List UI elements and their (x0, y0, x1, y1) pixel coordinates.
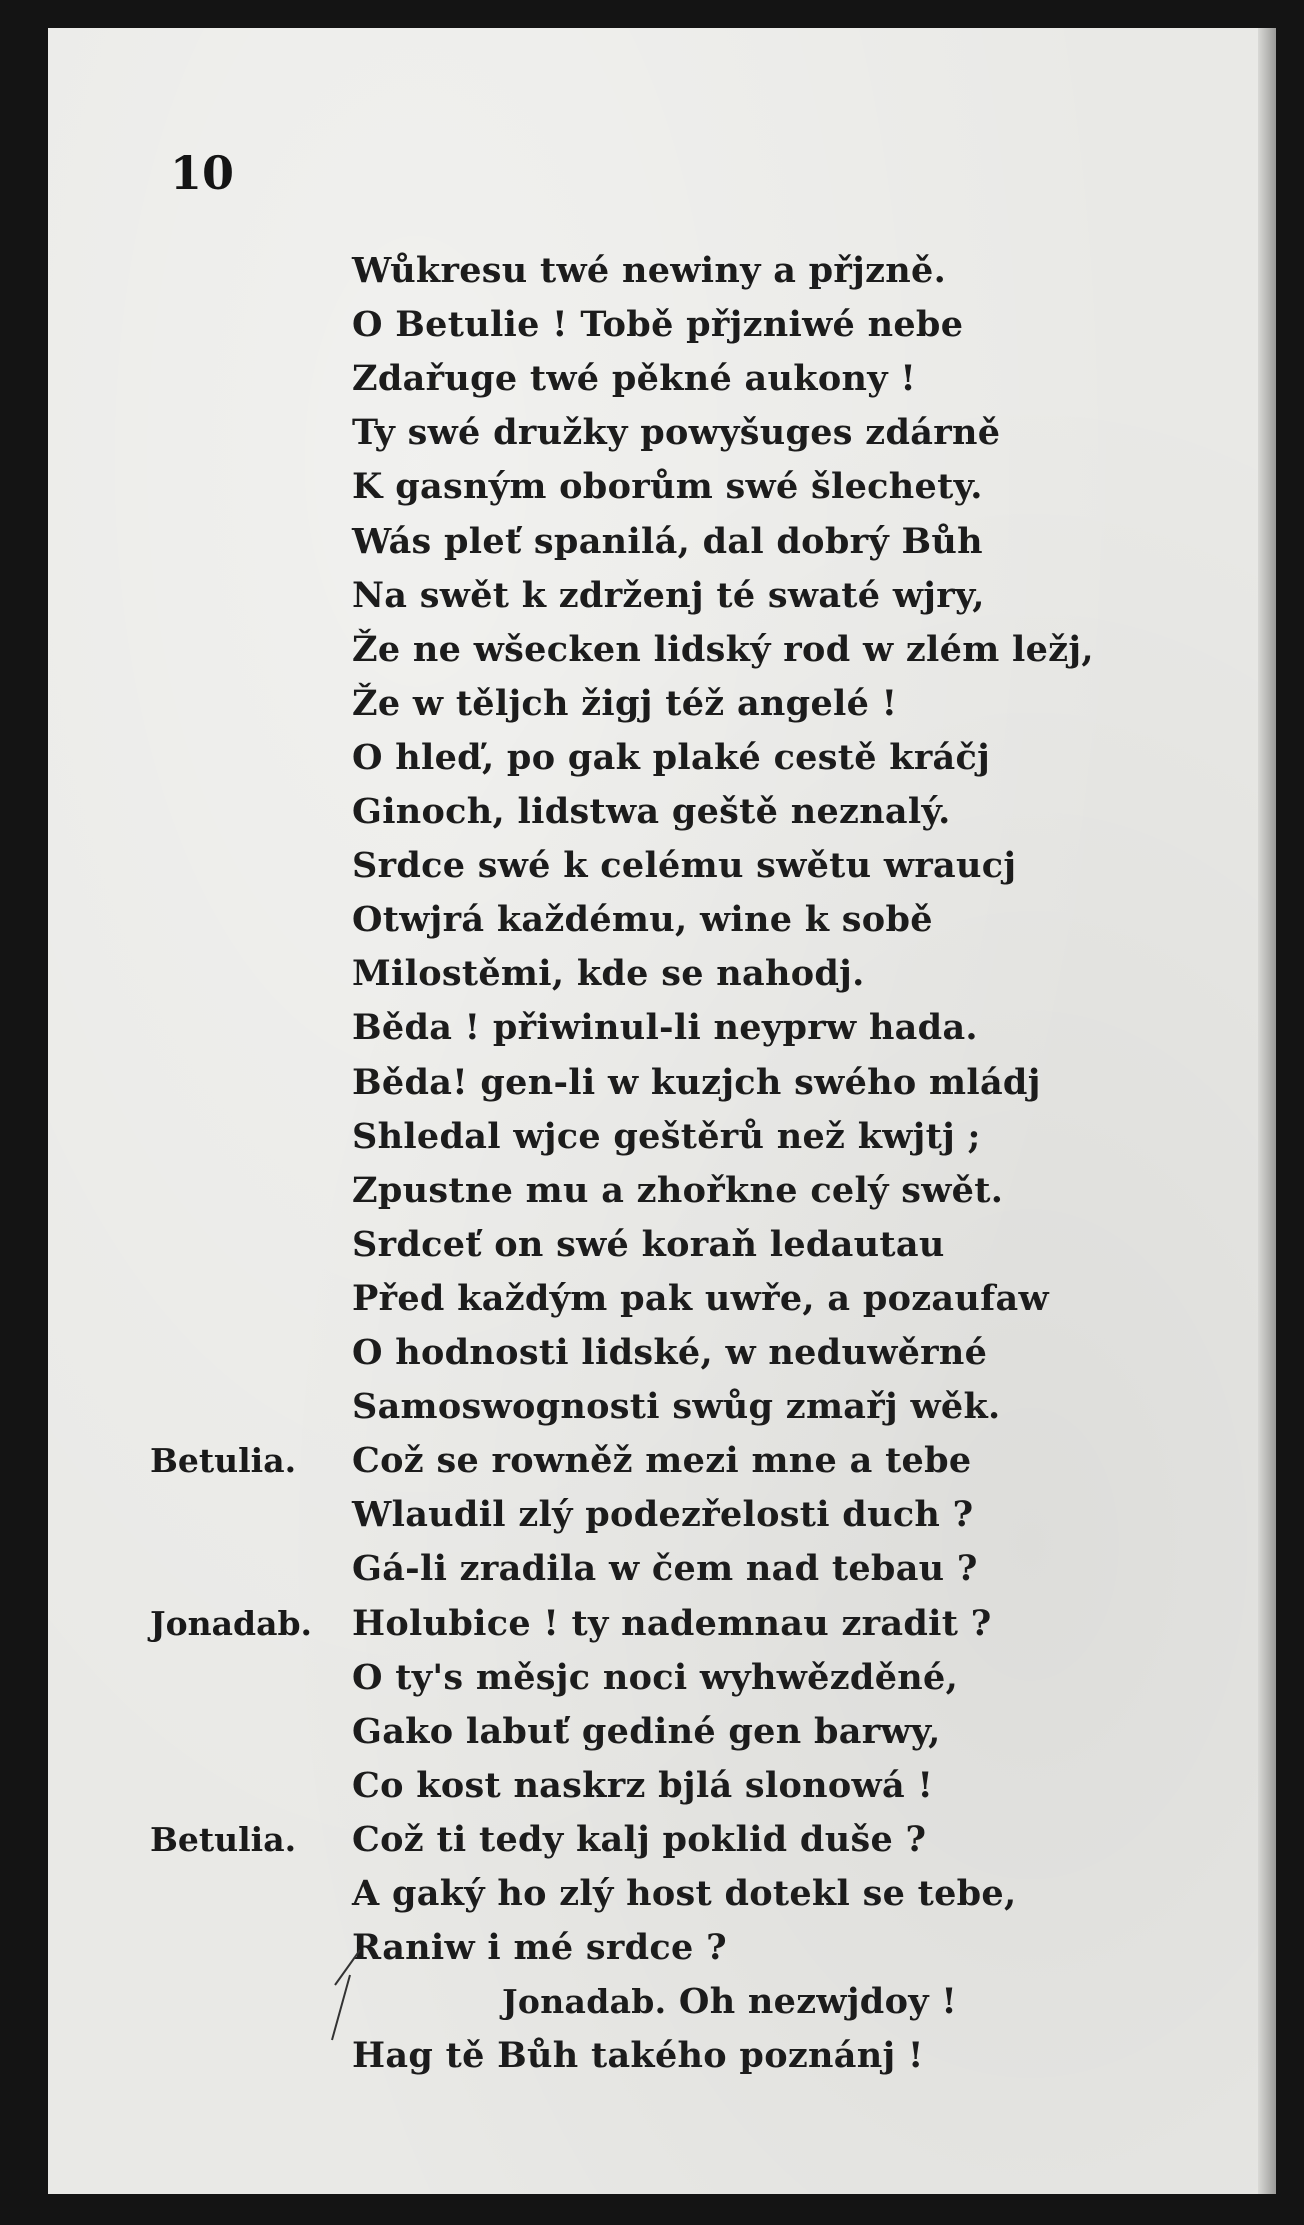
verse-line: Což ti tedy kalj poklid duše ? (352, 1819, 927, 1860)
verse-line: O Betulie ! Tobě přjzniwé nebe (352, 304, 964, 345)
verse-line: Na swět k zdrženj té swaté wjry, (352, 575, 985, 616)
page-edge (1258, 28, 1276, 2194)
verse-line: Wůkresu twé newiny a přjzně. (352, 250, 947, 291)
verse-line: Wlaudil zlý podezřelosti duch ? (352, 1494, 974, 1535)
page-number: 10 (170, 146, 235, 200)
verse-line: Zdařuge twé pěkné aukony ! (352, 358, 917, 399)
speaker-name: Betulia. (150, 1820, 297, 1859)
verse-line: Srdceť on swé koraň ledautau (352, 1224, 945, 1265)
verse-line: Shledal wjce geštěrů než kwjtj ; (352, 1116, 981, 1157)
verse-line: O ty's měsjc noci wyhwězděné, (352, 1657, 959, 1698)
verse-line: Otwjrá každému, wine k sobě (352, 899, 933, 940)
verse-line: Což se rowněž mezi mne a tebe (352, 1440, 972, 1481)
verse-line: Běda! gen-li w kuzjch swého mládj (352, 1062, 1041, 1103)
verse-line: Milostěmi, kde se nahodj. (352, 953, 865, 994)
verse-line: Co kost naskrz bjlá slonowá ! (352, 1765, 934, 1806)
verse-line: Samoswognosti swůg zmařj wěk. (352, 1386, 1001, 1427)
speaker-name: Betulia. (150, 1441, 297, 1480)
verse-line: Zpustne mu a zhořkne celý swět. (352, 1170, 1004, 1211)
verse-line: Srdce swé k celému swětu wraucj (352, 845, 1017, 886)
verse-line: Raniw i mé srdce ? (352, 1927, 727, 1968)
speaker-name: Jonadab. (502, 1982, 667, 2021)
verse-line (502, 1981, 957, 2022)
verse-line: Že w těljch žigj též angelé ! (352, 683, 898, 724)
speaker-name: Jonadab. (150, 1604, 313, 1643)
pencil-mark-icon (320, 1945, 380, 2045)
verse-line: Ty swé družky powyšuges zdárně (352, 412, 1001, 453)
verse-line: O hleď, po gak plaké cestě kráčj (352, 737, 991, 778)
verse-line: Ginoch, lidstwa geště neznalý. (352, 791, 951, 832)
verse-line: Holubice ! ty nademnau zradit ? (352, 1603, 992, 1644)
verse-line: Běda ! přiwinul-li neyprw hada. (352, 1007, 978, 1048)
verse-line: A gaký ho zlý host dotekl se tebe, (352, 1873, 1017, 1914)
verse-line: Gá-li zradila w čem nad tebau ? (352, 1548, 978, 1589)
verse-line: Gako labuť gediné gen barwy, (352, 1711, 941, 1752)
verse-line: Hag tě Bůh takého poznánj ! (352, 2035, 924, 2076)
verse-line: Wás pleť spanilá, dal dobrý Bůh (352, 521, 983, 562)
verse-text: Oh nezwjdoy ! (666, 1981, 958, 2022)
verse-line: Před každým pak uwře, a pozaufaw (352, 1278, 1049, 1319)
verse-line: O hodnosti lidské, w neduwěrné (352, 1332, 988, 1373)
verse-line: K gasným oborům swé šlechety. (352, 466, 983, 507)
verse-line: Že ne wšecken lidský rod w zlém ležj, (352, 629, 1094, 670)
book-page (48, 28, 1276, 2194)
